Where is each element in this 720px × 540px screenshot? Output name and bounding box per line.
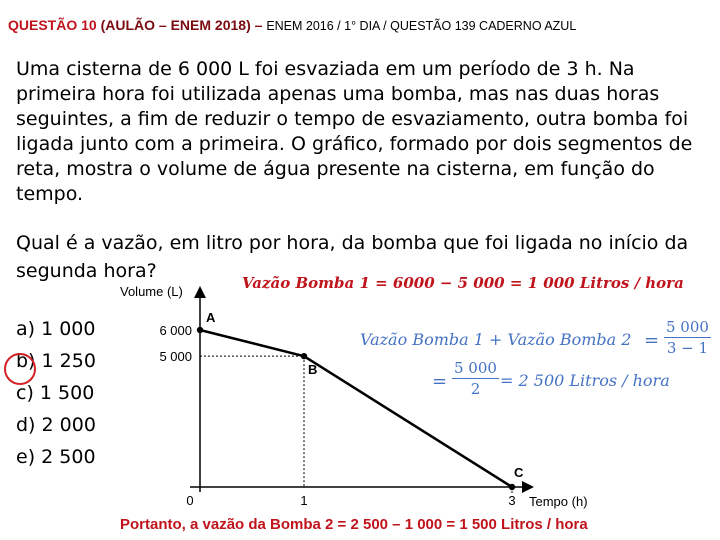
option-a[interactable]: a) 1 000 xyxy=(16,318,96,340)
fraction-1-den: 3 − 1 xyxy=(666,339,709,357)
result-text: = 2 500 Litros / hora xyxy=(500,371,670,390)
header-title-rest: ENEM 2016 / 1° DIA / QUESTÃO 139 CADERNO AZUL xyxy=(266,19,577,33)
bomba1-rest: Bomba 1 = 6000 − 5 000 = 1 000 Litros / hora xyxy=(290,274,684,292)
fraction-1-num: 5 000 xyxy=(666,318,709,336)
y-tick-label: 6 000 xyxy=(159,323,192,338)
option-c[interactable]: c) 1 500 xyxy=(16,382,95,404)
option-b[interactable]: b) 1 250 xyxy=(16,350,96,372)
point-b xyxy=(301,353,307,359)
y-tick-label: 5 000 xyxy=(159,349,192,365)
point-a xyxy=(197,327,203,333)
header-title-red: QUESTÃO 10 xyxy=(8,17,97,33)
option-d[interactable]: d) 2 000 xyxy=(16,414,96,436)
point-label-c: C xyxy=(514,465,524,480)
question-text: Qual é a vazão, em litro por hora, da bomba que foi ligada no início da segunda hora? xyxy=(16,232,689,282)
bomba1-accent: ão xyxy=(270,274,291,292)
eq-sign-2: = xyxy=(432,371,448,392)
eq-sign-1: = xyxy=(644,330,660,351)
point-c xyxy=(509,484,515,490)
point-label-b: B xyxy=(308,362,318,378)
segment-ab xyxy=(200,330,304,356)
fraction-2-den: 2 xyxy=(470,380,481,398)
point-label-a: A xyxy=(206,310,216,325)
sum-label: Vazão Bomba 1 + Vazão Bomba 2 xyxy=(360,330,632,349)
conclusion-text: Portanto, a vazão da Bomba 2 = 2 500 – 1 000 = 1 500 Litros / hora xyxy=(120,516,588,533)
fraction-2 xyxy=(452,359,499,398)
bomba1-prefix: Vaz xyxy=(242,274,271,292)
problem-statement: Uma cisterna de 6 000 L foi esvaziada em um período de 3 h. Na primeira hora foi utilizada apenas uma bomba, mas nas duas horas seguintes, a fim de reduzir o tempo de esvaziamento, outra bomba foi ligada junto com a primeira. O gráfico, formado por dois segmentos de reta, mostra o volume de água presente na cisterna, em função do tempo. xyxy=(16,58,693,205)
fraction-2-num: 5 000 xyxy=(454,359,497,377)
y-axis-label: Volume (L) xyxy=(120,284,183,299)
fraction-1 xyxy=(664,318,711,357)
x-tick-label: 1 xyxy=(300,493,308,508)
header-title-dark: (AULÃO – ENEM 2018) – xyxy=(100,17,263,33)
x-tick-label: 0 xyxy=(186,493,194,508)
x-tick-label: 3 xyxy=(508,493,516,508)
option-e[interactable]: e) 2 500 xyxy=(16,446,96,468)
x-axis-label: Tempo (h) xyxy=(529,494,588,509)
